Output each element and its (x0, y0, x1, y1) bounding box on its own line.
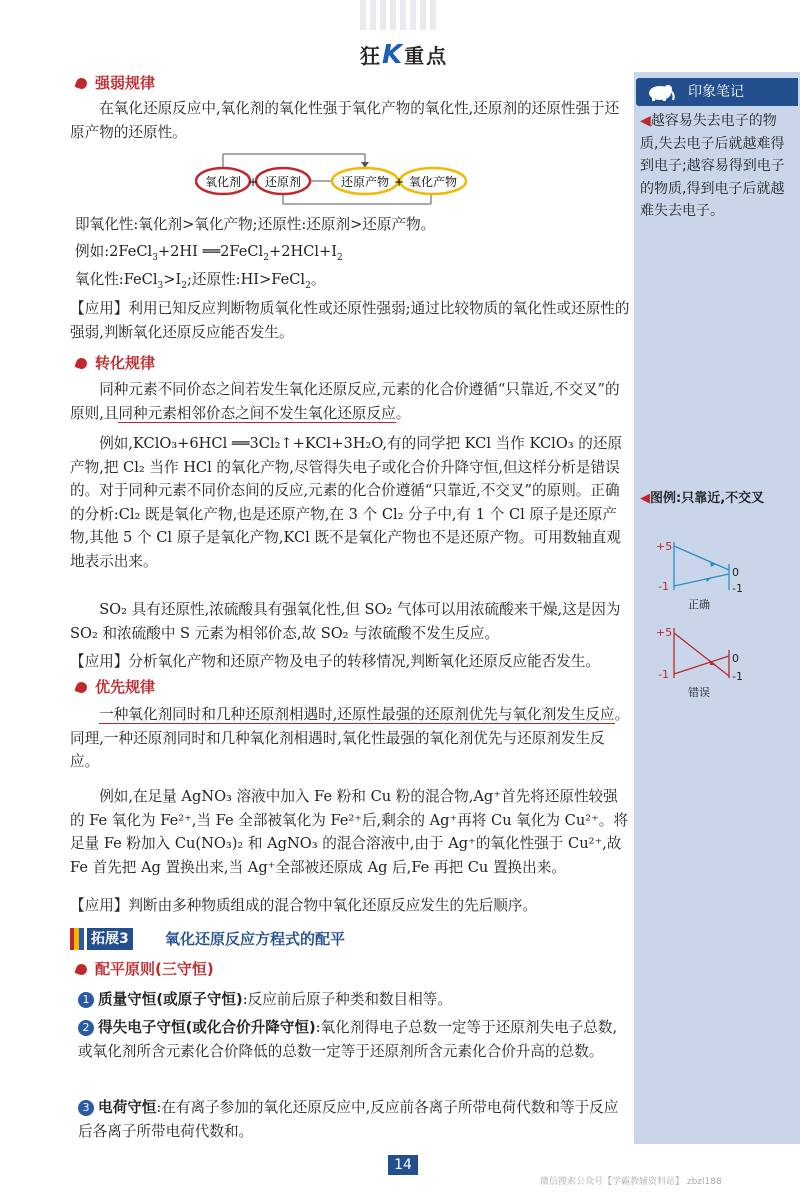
section-title-balancing (70, 958, 630, 982)
application-tag: 【应用】 (70, 653, 129, 670)
triangle-icon: ◀ (640, 491, 650, 506)
principle-title: 电荷守恒 (98, 1099, 157, 1116)
correct-diagram (656, 540, 743, 611)
comparison-line: 氧化性$:FeCl_3>I_2$;还原性:HI>FeCl$_2$。 (75, 271, 326, 291)
application-text: 分析氧化产物和还原产物及电子的转移情况,判断氧化还原反应能否发生。 (128, 653, 601, 670)
paragraph: 即氧化性:氧化剂>氧化产物;还原性:还原剂>还原产物。 (75, 216, 436, 233)
principle-desc: :在有离子参加的氧化还原反应中,反应前各离子所带电荷代数和等于反应后各离子所带电荷代数和。 (78, 1099, 619, 1140)
header-decoration (360, 0, 440, 30)
axis-right-label-2: -1 (732, 670, 743, 683)
wrong-label: 错误 (688, 686, 710, 699)
paragraph: 在氧化还原反应中,氧化剂的氧化性强于氧化产物的氧化性,还原剂的还原性强于还原产物的还原性。 (70, 100, 620, 141)
underlined-text: 同种元素相邻价态之间不发生氧化还原反应 (118, 404, 396, 422)
plus-sign: + (393, 175, 405, 189)
text: 。同理,一种还原剂同时和几种氧化剂相遇时,氧化性最强的氧化剂优先与还原剂发生反应。 (70, 706, 630, 770)
note-text (640, 110, 792, 223)
header-title-pre: 狂 (360, 44, 382, 68)
note-header (636, 78, 798, 106)
strength-diagram (195, 150, 475, 208)
footer-watermark: 微信搜索公众号【学霸教辅资料站】 zbzl188 (540, 1177, 722, 1187)
paragraph (70, 378, 630, 425)
bullet-icon (74, 356, 88, 370)
bullet-icon (74, 76, 88, 90)
axis-top-label-2: +5 (656, 626, 673, 639)
header-title-k: K (382, 40, 405, 70)
principle-3 (78, 1096, 630, 1143)
section-title-text: 配平原则(三守恒) (95, 960, 214, 978)
axis-bottom-label: -1 (658, 580, 669, 593)
underlined-text: 一种氧化剂同时和几种还原剂相遇时,还原性最强的还原剂优先与氧化剂发生反应 (99, 706, 615, 723)
application-tag: 【应用】 (70, 300, 129, 317)
page-number: 14 (388, 1155, 418, 1175)
page-header-title (360, 40, 448, 70)
number-badge: 2 (78, 1020, 94, 1036)
figure-title-text: 图例:只靠近,不交叉 (650, 491, 765, 506)
paragraph: 例如,在足量 AgNO₃ 溶液中加入 Fe 粉和 Cu 粉的混合物,Ag⁺首先将还原性较强的 Fe 氧化为 Fe²⁺,当 Fe 全部被氧化为 Fe²⁺后,剩余的 Ag⁺再将 Cu 氧化为 Cu²⁺。将足量 Fe 粉加入 Cu(NO₃)₂ 和 AgNO₃ 的混合溶液中,由于 Ag⁺的氧化性强于 Cu²⁺,故 Fe 首先把 Ag 置换出来,当 Ag⁺全部被还原成 Ag 后,Fe 再把 Cu 置换出来。 (70, 788, 628, 876)
comparison-text: 氧化性:FeCl (75, 271, 158, 288)
bullet-icon (74, 962, 88, 976)
text: 同种元素不同价态之间若发生氧化还原反应,元素的化合价遵循“只靠近,不交叉”的原则,且 (70, 381, 620, 422)
box-reduction-product-label: 还原产物 (340, 175, 390, 189)
number-line-figure (644, 538, 754, 703)
principle-desc: :反应前后原子种类和数目相等。 (242, 991, 452, 1008)
principle-1 (78, 988, 630, 1012)
paragraph (70, 703, 630, 774)
extension-color-bar (70, 928, 84, 950)
figure-title (640, 487, 795, 511)
elephant-icon (646, 82, 676, 102)
axis-zero-label: 0 (732, 566, 739, 579)
text: 。 (395, 404, 411, 422)
section-title-text: 优先规律 (95, 678, 156, 696)
axis-right-label: -1 (732, 582, 743, 595)
box-reductant-label: 还原剂 (264, 175, 302, 189)
principle-title: 质量守恒(或原子守恒) (98, 991, 243, 1008)
principle-title: 得失电子守恒(或化合价升降守恒) (98, 1019, 316, 1036)
section-title-priority (70, 676, 630, 700)
section-title-text: 强弱规律 (95, 74, 156, 92)
equation-text: 例如:2FeCl (75, 243, 153, 260)
application-text: 判断由多种物质组成的混合物中氧化还原反应发生的先后顺序。 (128, 897, 538, 914)
number-badge: 3 (78, 1100, 94, 1116)
triangle-icon: ◀ (640, 113, 651, 129)
bullet-icon (74, 680, 88, 694)
plus-sign: + (247, 175, 259, 189)
equation-line: 例如:2FeCl$_3$+2HI $══2FeCl_2+2HCl+I_2$ (75, 243, 343, 263)
box-oxidant-label: 氧化剂 (204, 175, 242, 189)
axis-top-label: +5 (656, 540, 673, 553)
axis-zero-label-2: 0 (732, 652, 739, 665)
axis-bottom-label-2: -1 (658, 668, 669, 681)
note-title: 印象笔记 (688, 84, 744, 100)
section-title-text: 转化规律 (95, 354, 156, 372)
paragraph: 例如,KClO₃+6HCl ══3Cl₂↑+KCl+3H₂O,有的同学把 KCl 当作 KClO₃ 的还原产物,把 Cl₂ 当作 HCl 的氧化产物,尽管得失电子或化合价升降守恒,但这样分析是错误的。对于同种元素不同价态间的反应,元素的化合价遵循“只靠近,不交叉”的原则。正确的分析:Cl₂ 既是氧化产物,也是还原产物,在 3 个 Cl₂ 分子中,有 1 个 Cl 原子是还原产物,其他 5 个 Cl 原子是氧化产物,KCl 既不是氧化产物也不是还原产物。可用数轴直观地表示出来。 (70, 435, 623, 570)
extension-tag: 拓展3 (87, 928, 133, 950)
application-paragraph (70, 894, 630, 918)
header-title-post: 重点 (404, 44, 449, 68)
principle-desc: :氧化剂得电子总数一定等于还原剂失电子总数,或氧化剂所含元素化合价降低的总数一定等于还原剂所含元素化合价升高的总数。 (78, 1019, 618, 1060)
application-paragraph (70, 650, 630, 674)
note-body: 越容易失去电子的物质,失去电子后就越难得到电子;越容易得到电子的物质,得到电子后就越难失去电子。 (640, 113, 785, 219)
principle-2 (78, 1016, 630, 1063)
application-tag: 【应用】 (70, 897, 129, 914)
wrong-diagram (656, 626, 743, 699)
number-badge: 1 (78, 992, 94, 1008)
box-oxidation-product-label: 氧化产物 (408, 175, 458, 189)
application-text: 利用已知反应判断物质氧化性或还原性强弱;通过比较物质的氧化性或还原性的强弱,判断氧化还原反应能否发生。 (70, 300, 630, 341)
extension-title: 氧化还原反应方程式的配平 (165, 930, 346, 948)
section-title-conversion (70, 352, 630, 376)
correct-label: 正确 (688, 598, 710, 611)
application-paragraph (70, 297, 630, 344)
paragraph: SO₂ 具有还原性,浓硫酸具有强氧化性,但 SO₂ 气体可以用浓硫酸来干燥,这是因为 SO₂ 和浓硫酸中 S 元素为相邻价态,故 SO₂ 与浓硫酸不发生反应。 (70, 601, 621, 642)
section-title-strength (70, 72, 630, 96)
